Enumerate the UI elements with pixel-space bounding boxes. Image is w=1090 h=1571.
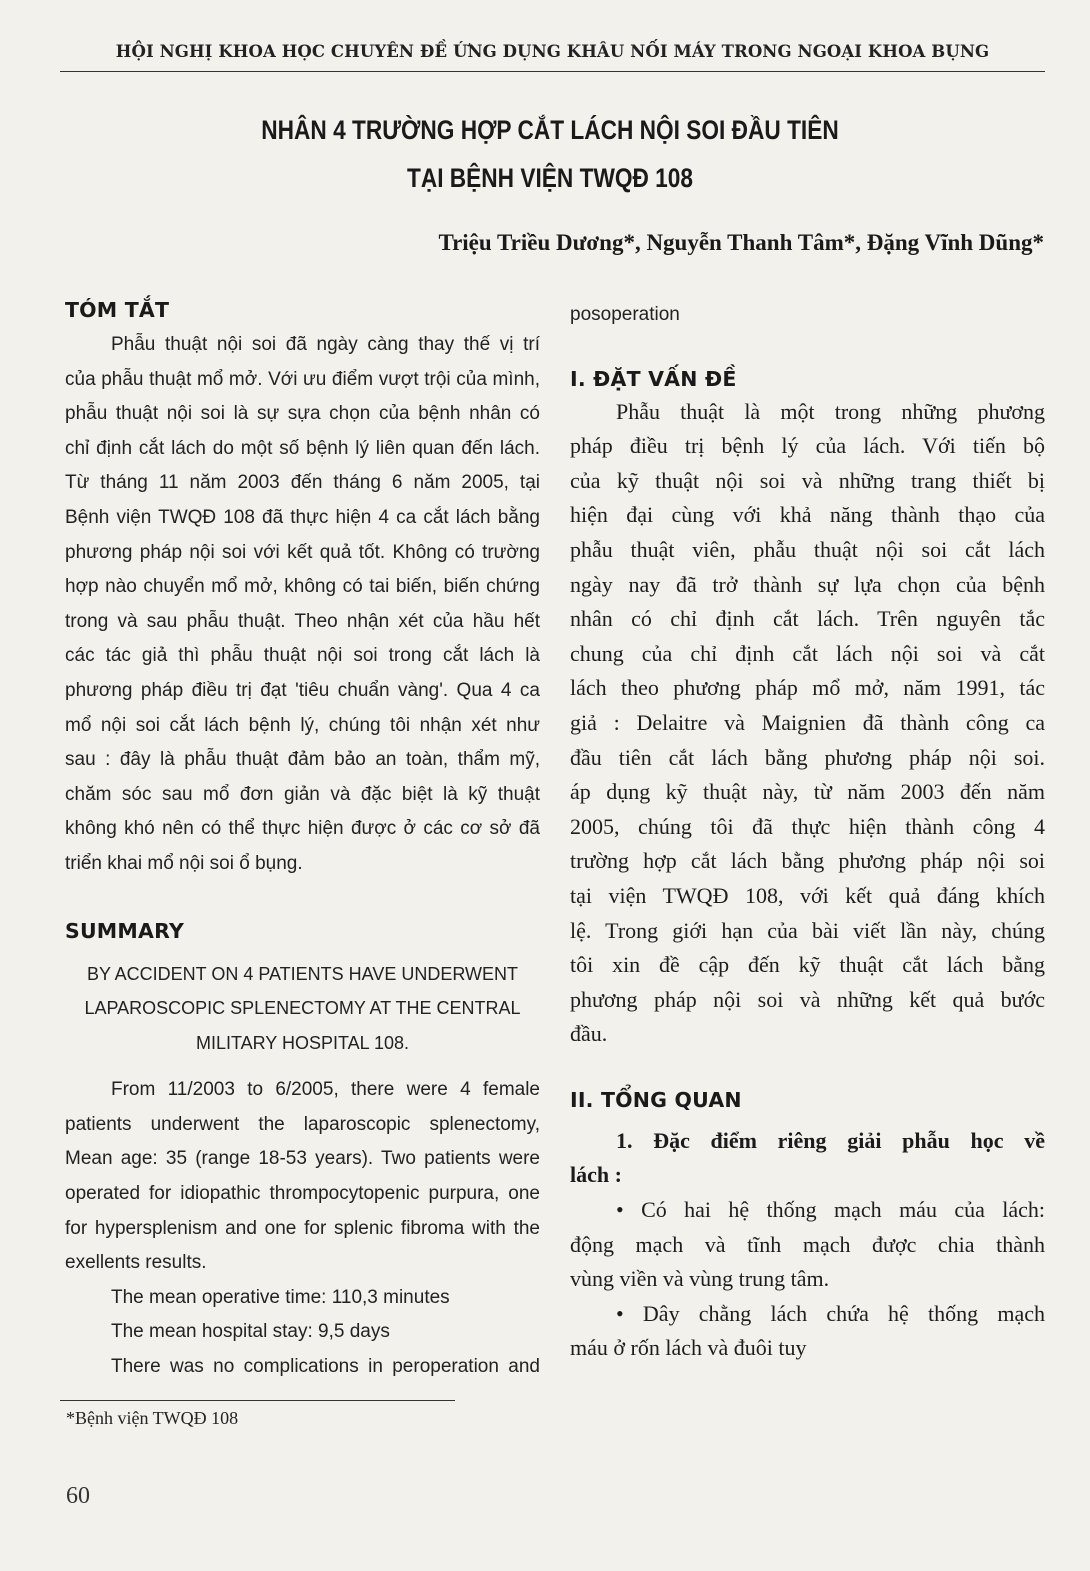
introduction-text <box>570 395 1045 1052</box>
article-title <box>214 106 886 202</box>
header-rule <box>60 71 1045 72</box>
authors: Triệu Triều Dương*, Nguyễn Thanh Tâm*, Đặng Vĩnh Dũng* <box>438 230 1044 255</box>
text-line: hợp nào chuyển mổ mở, không có tai biến, biến chứng <box>65 576 540 598</box>
text-line: không khó nên có thể thực hiện được ở các cơ sở đã <box>65 818 540 840</box>
running-head: HỘI NGHỊ KHOA HỌC CHUYÊN ĐỀ ỨNG DỤNG KHÂU NỐI MÁY TRONG NGOẠI KHOA BỤNG <box>115 42 990 61</box>
text-line: máu ở rốn lách và đuôi tuy <box>570 1335 807 1361</box>
text-line: lách : <box>570 1162 622 1188</box>
subsection-heading-anatomy <box>570 1124 1045 1193</box>
text-line: áp dụng kỹ thuật này, từ năm 2003 đến năm <box>570 779 1045 805</box>
text-line: patients underwent the laparoscopic splenectomy, <box>65 1113 540 1135</box>
text-line: chỉ định cắt lách do một số bệnh lý liên quan đến lách. <box>65 437 540 459</box>
text-line: phương pháp điều trị đạt 'tiêu chuẩn vàng'. Qua 4 ca <box>65 679 540 701</box>
text-line: phương pháp nội soi và những kết quả bước <box>570 986 1045 1012</box>
text-line: • Dây chằng lách chứa hệ thống mạch <box>616 1300 1045 1326</box>
text-line: của phẫu thuật mổ mở. Với ưu điểm vượt trội của mình, <box>65 368 540 390</box>
text-line: Bệnh viện TWQĐ 108 đã thực hiện 4 ca cắt lách bằng <box>65 506 540 528</box>
text-line: • Có hai hệ thống mạch máu của lách: <box>616 1197 1045 1223</box>
page-number: 60 <box>66 1483 90 1509</box>
section-heading-tong-quan: II. TỔNG QUAN <box>570 1087 742 1112</box>
text-line: trường hợp cắt lách bằng phương pháp nội soi <box>570 848 1045 874</box>
text-line: hiện đại cùng với khả năng thành thạo của <box>570 502 1045 528</box>
text-line: Từ tháng 11 năm 2003 đến tháng 6 năm 2005, tại <box>65 472 540 494</box>
text-line: tôi xin đề cập đến kỹ thuật cắt lách bằng <box>570 952 1045 978</box>
text-line: phẫu thuật nội soi là sự sựa chọn của bệnh nhân có <box>65 403 540 425</box>
text-line: From 11/2003 to 6/2005, there were 4 female <box>111 1079 540 1101</box>
text-line: giả : Delaitre và Maignien đã thành công ca <box>570 709 1045 735</box>
summary-title-line: LAPAROSCOPIC SPLENECTOMY AT THE CENTRAL <box>84 998 521 1019</box>
summary-title-line: MILITARY HOSPITAL 108. <box>195 1032 410 1053</box>
text-line: trong và sau phẫu thuật. Theo nhận xét của hầu hết <box>65 610 540 632</box>
abstract-vietnamese <box>65 328 540 882</box>
title-line-1: NHÂN 4 TRƯỜNG HỢP CẮT LÁCH NỘI SOI ĐẦU TIÊN <box>261 115 839 145</box>
right-column <box>570 298 1045 1366</box>
text-line: exellents results. <box>65 1252 207 1274</box>
text-line: chăm sóc sau mổ đơn giản và đặc biệt là kỹ thuật <box>65 783 540 805</box>
left-column <box>65 298 540 1385</box>
text-line: Phẫu thuật nội soi đã ngày càng thay thế vị trí <box>111 334 540 355</box>
operative-time: The mean operative time: 110,3 minutes <box>111 1286 450 1308</box>
bullet-ligament <box>570 1297 1045 1366</box>
text-line: phương pháp nội soi với kết quả tốt. Không có trường <box>65 541 540 563</box>
text-line: Phẫu thuật là một trong những phương <box>616 398 1045 424</box>
title-line-2: TẠI BỆNH VIỆN TWQĐ 108 <box>406 163 694 193</box>
complications-line: There was no complications in peroperation and <box>111 1356 540 1378</box>
summary-continuation <box>570 298 1045 333</box>
summary-title-line: BY ACCIDENT ON 4 PATIENTS HAVE UNDERWENT <box>86 963 519 984</box>
text-line: lệ. Trong giới hạn của bài viết lần này, chúng <box>570 917 1045 943</box>
footnote-rule <box>60 1400 455 1401</box>
text-line: pháp điều trị bệnh lý của lách. Với tiến bộ <box>570 433 1045 459</box>
text-line: 1. Đặc điểm riêng giải phẫu học về <box>616 1127 1045 1153</box>
text-line: phẫu thuật viên, phẫu thuật nội soi cắt lách <box>570 536 1045 562</box>
text-line: đầu tiên cắt lách bằng phương pháp nội soi. <box>570 744 1045 770</box>
hospital-stay: The mean hospital stay: 9,5 days <box>111 1321 390 1343</box>
text-line: lách theo phương pháp mổ mở, năm 1991, tác <box>570 675 1045 701</box>
abstract-english <box>65 1073 540 1384</box>
text-line: đầu. <box>570 1021 608 1047</box>
footnote: *Bệnh viện TWQĐ 108 <box>66 1408 239 1428</box>
text-line: mổ nội soi cắt lách bệnh lý, chúng tôi nhận xét như <box>65 714 540 736</box>
text-line: triển khai mổ nội soi ổ bụng. <box>65 852 303 874</box>
summary-title <box>65 957 540 1061</box>
text-line: Mean age: 35 (range 18-53 years). Two patients were <box>65 1148 540 1170</box>
section-heading-tom-tat: TÓM TẮT <box>65 298 170 322</box>
bullet-vessels <box>570 1193 1045 1297</box>
text-line: nhân có chỉ định cắt lách. Trên nguyên tắc <box>570 606 1045 632</box>
text-line: for hypersplenism and one for splenic fibroma with the <box>65 1217 540 1239</box>
text-line: động mạch và tĩnh mạch được chia thành <box>570 1231 1045 1257</box>
text-line: operated for idiopathic thrompocytopenic purpura, one <box>65 1183 540 1205</box>
section-heading-dat-van-de: I. ĐẶT VẤN ĐỀ <box>570 366 737 391</box>
text-line: 2005, chúng tôi đã thực hiện thành công 4 <box>570 813 1045 839</box>
text-line: ngày nay đã trở thành sự lựa chọn của bệnh <box>570 571 1045 597</box>
text-line: vùng viền và vùng trung tâm. <box>570 1266 830 1292</box>
text-line: chung của chỉ định cắt lách nội soi và cắt <box>570 640 1045 666</box>
text-line: các tác giả thì phẫu thuật nội soi trong cắt lách là <box>65 645 540 667</box>
text-line: sau : đây là phẫu thuật đảm bảo an toàn, thẩm mỹ, <box>65 749 540 771</box>
text-line: posoperation <box>570 304 680 325</box>
text-line: của kỹ thuật nội soi và những trang thiết bị <box>570 467 1045 493</box>
text-line: tại viện TWQĐ 108, với kết quả đáng khích <box>570 882 1045 908</box>
section-heading-summary: SUMMARY <box>65 918 184 943</box>
